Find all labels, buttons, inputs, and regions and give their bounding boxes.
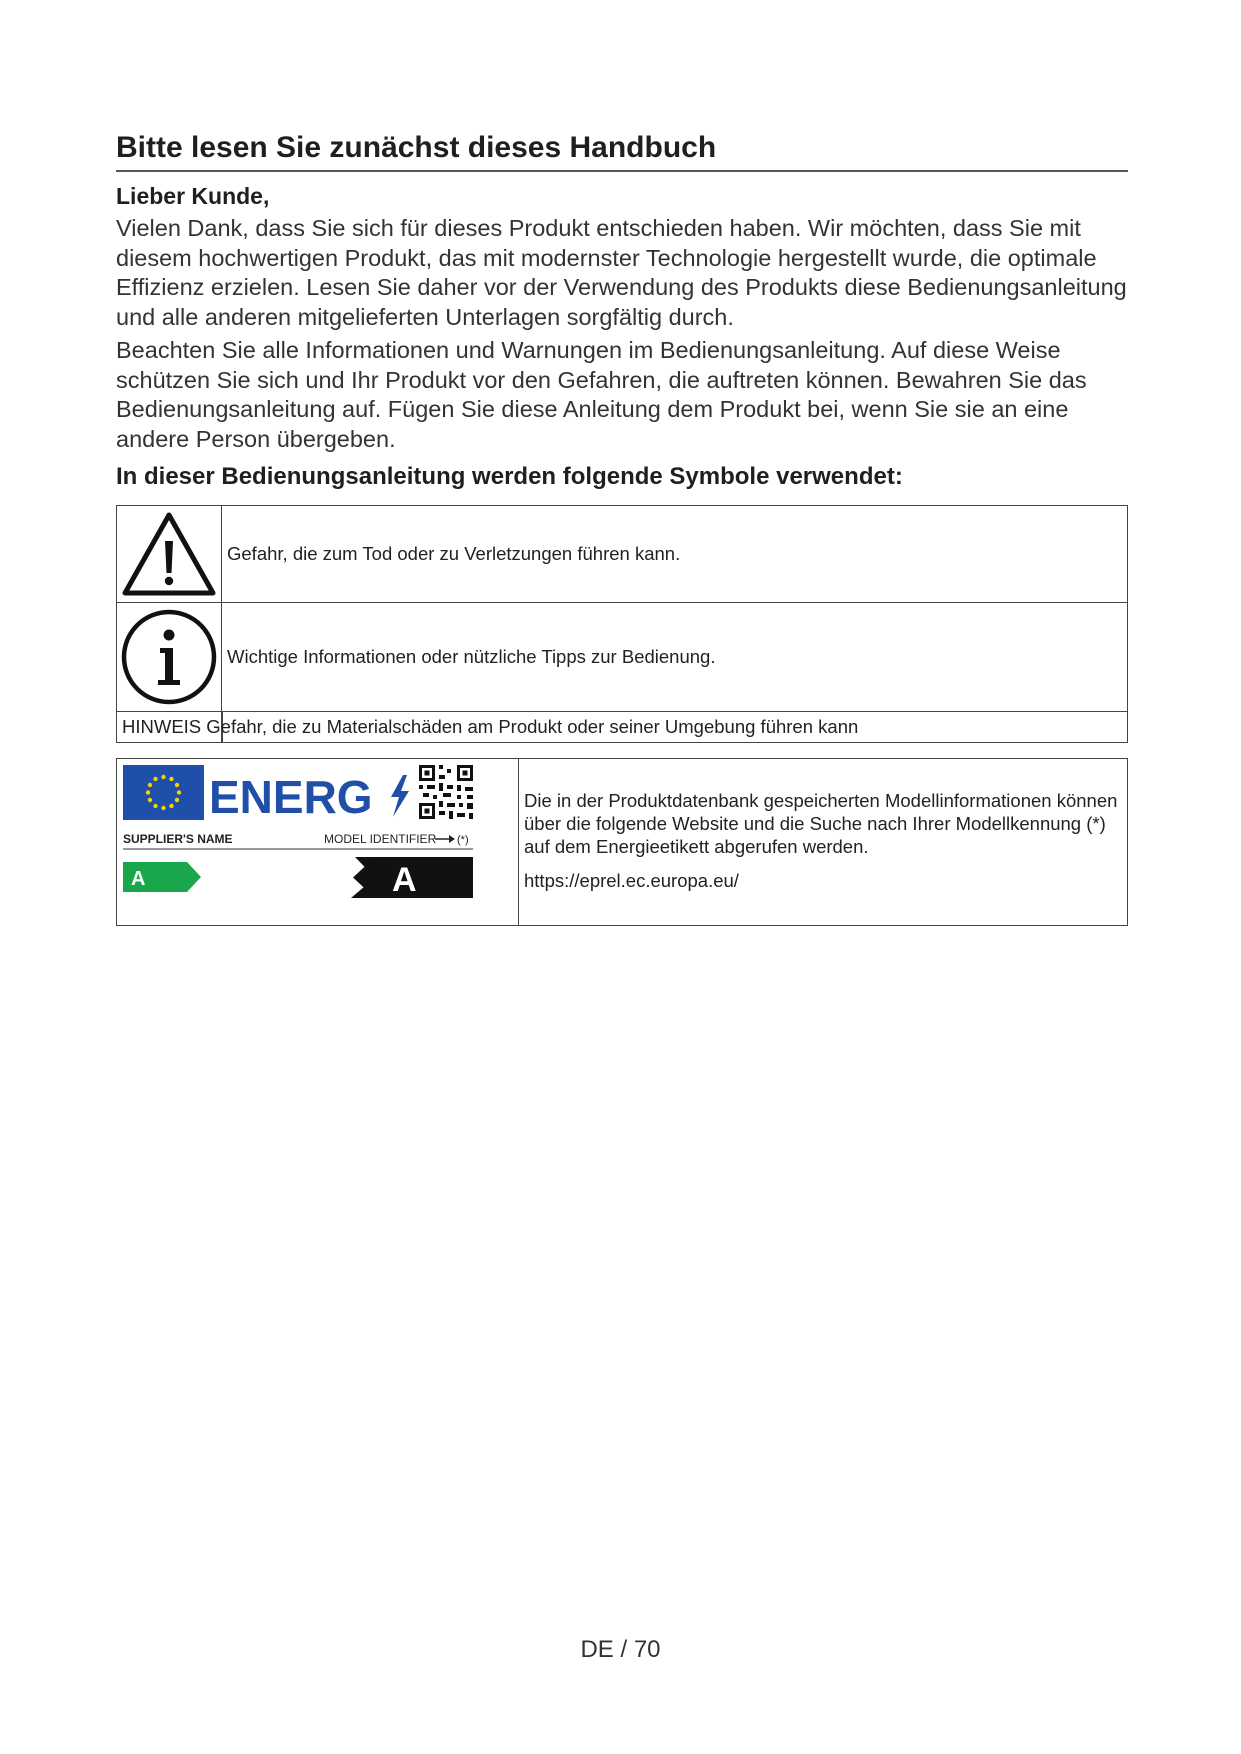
page-title: Bitte lesen Sie zunächst dieses Handbuch (116, 130, 1128, 172)
eu-flag-icon (123, 765, 204, 820)
symbol-description: Gefahr, die zum Tod oder zu Verletzungen führen kann. (222, 506, 1128, 603)
energy-label-image (117, 759, 518, 925)
symbol-row-hinweis (117, 712, 1128, 743)
symbol-row-danger (117, 506, 1128, 603)
energy-info-text: Die in der Produktdatenbank gespeicherten Modellinformationen können über die folgende Website und die Suche nach Ihrer Modellkennung (*) auf dem Energieetikett abgerufen werden. (524, 790, 1118, 857)
energy-logo-text: ENERG (209, 771, 373, 823)
page-number: DE / 70 (580, 1636, 661, 1663)
greeting: Lieber Kunde, (116, 183, 270, 209)
arrow-icon (449, 835, 455, 843)
hinweis-cell (117, 712, 1128, 743)
model-note: (*) (457, 834, 469, 846)
info-circle-icon (120, 608, 218, 706)
symbols-heading: In dieser Bedienungsanleitung werden folgende Symbole verwendet: (116, 463, 903, 490)
energy-info-cell (519, 759, 1128, 926)
supplier-name-label: SUPPLIER'S NAME (123, 832, 233, 846)
warning-triangle-icon (121, 511, 217, 597)
symbols-table (116, 505, 1128, 743)
qr-code-icon (419, 765, 473, 819)
eprel-url: https://eprel.ec.europa.eu/ (524, 870, 739, 891)
warning-paragraph: Beachten Sie alle Informationen und Warnungen im Bedienungsanleitung. Auf diese Weise schützen Sie sich und Ihr Produkt vor den Gefahren, die auftreten können. Bewahren Sie das Bedienungsanleitung auf. Fügen Sie diese Anleitung dem Produkt bei, wenn Sie sie an eine andere Person übergeben. (116, 337, 1087, 452)
document-page (116, 130, 1128, 926)
scale-class-letter: A (131, 868, 146, 890)
energy-label-cell (117, 759, 519, 926)
energy-table (116, 758, 1128, 926)
symbol-icon-cell (117, 506, 222, 603)
symbol-icon-cell (117, 603, 222, 712)
lightning-icon (391, 775, 409, 817)
model-identifier-label: MODEL IDENTIFIER (324, 832, 437, 846)
intro-paragraph: Vielen Dank, dass Sie sich für dieses Produkt entschieden haben. Wir möchten, dass Sie mit diesem hochwertigen Produkt, das mit modernster Technologie hergestellt wurde, die optimale Effizienz erzielen. Lesen Sie daher vor der Verwendung des Produkts diese Bedienungsanleitung und alle anderen mitgelieferten Unterlagen sorgfältig durch. (116, 215, 1127, 330)
hinweis-text: HINWEIS Gefahr, die zu Materialschäden am Produkt oder seiner Umgebung führen kann (122, 716, 859, 737)
product-class-letter: A (392, 861, 417, 899)
symbol-row-info (117, 603, 1128, 712)
symbol-description: Wichtige Informationen oder nützliche Tipps zur Bedienung. (222, 603, 1128, 712)
